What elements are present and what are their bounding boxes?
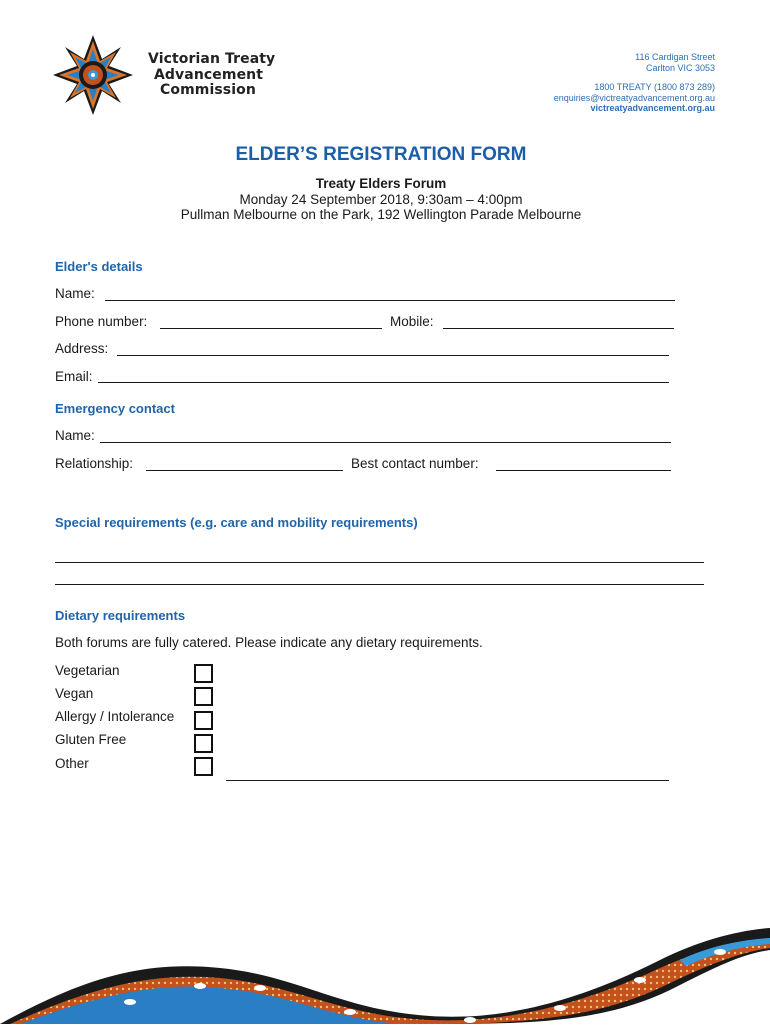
elder-email-label: Email: [55, 369, 93, 384]
diet-option-vegetarian: Vegetarian [55, 663, 120, 678]
form-title: ELDER’S REGISTRATION FORM [235, 144, 527, 165]
event-date: Monday 24 September 2018, 9:30am – 4:00pm [239, 192, 523, 207]
allergy-checkbox[interactable] [194, 711, 213, 730]
dietary-heading: Dietary requirements [55, 608, 186, 623]
event-venue: Pullman Melbourne on the Park, 192 Wellington Parade Melbourne [180, 207, 582, 222]
other-details-field[interactable] [226, 780, 669, 781]
special-requirements-heading: Special requirements (e.g. care and mobility requirements) [55, 515, 418, 530]
elder-address-label: Address: [55, 341, 109, 356]
elder-mobile-field[interactable] [443, 328, 674, 329]
decorative-artwork [0, 920, 770, 1024]
best-contact-field[interactable] [496, 470, 671, 471]
org-name-line2: Advancement [154, 66, 264, 83]
vegetarian-checkbox[interactable] [194, 664, 213, 683]
emergency-contact-heading: Emergency contact [55, 401, 175, 416]
relationship-label: Relationship: [55, 456, 134, 471]
elder-phone-label: Phone number: [55, 314, 148, 329]
dietary-note: Both forums are fully catered. Please indicate any dietary requirements. [55, 635, 483, 650]
elder-name-label: Name: [55, 286, 95, 301]
contact-email[interactable]: enquiries@victreatyadvancement.org.au [553, 92, 715, 103]
elder-phone-field[interactable] [160, 328, 382, 329]
best-contact-label: Best contact number: [351, 456, 479, 471]
contact-suburb: Carlton VIC 3053 [645, 62, 715, 73]
contact-phone: 1800 TREATY (1800 873 289) [594, 82, 715, 93]
diet-option-allergy: Allergy / Intolerance [55, 709, 175, 724]
special-requirements-line-1[interactable] [55, 562, 704, 563]
organisation-name [148, 52, 275, 99]
special-requirements-line-2[interactable] [55, 584, 704, 585]
vegan-checkbox[interactable] [194, 687, 213, 706]
relationship-field[interactable] [146, 470, 343, 471]
commission-logo [52, 34, 134, 116]
contact-block [554, 52, 715, 114]
gluten-free-checkbox[interactable] [194, 734, 213, 753]
emergency-name-field[interactable] [100, 442, 671, 443]
other-checkbox[interactable] [194, 757, 213, 776]
contact-street: 116 Cardigan Street [635, 52, 715, 62]
elder-details-heading: Elder's details [55, 259, 143, 274]
org-name-line1: Victorian Treaty [148, 51, 276, 67]
emergency-name-label: Name: [55, 428, 95, 443]
elder-name-field[interactable] [105, 300, 675, 301]
event-name: Treaty Elders Forum [315, 176, 447, 191]
diet-option-gluten-free: Gluten Free [55, 732, 127, 747]
elder-mobile-label: Mobile: [390, 314, 434, 329]
elder-email-field[interactable] [98, 382, 669, 383]
contact-website[interactable]: victreatyadvancement.org.au [590, 103, 715, 114]
diet-option-other: Other [55, 756, 89, 771]
org-name-line3: Commission [160, 82, 256, 98]
elder-address-field[interactable] [117, 355, 669, 356]
diet-option-vegan: Vegan [55, 686, 94, 701]
